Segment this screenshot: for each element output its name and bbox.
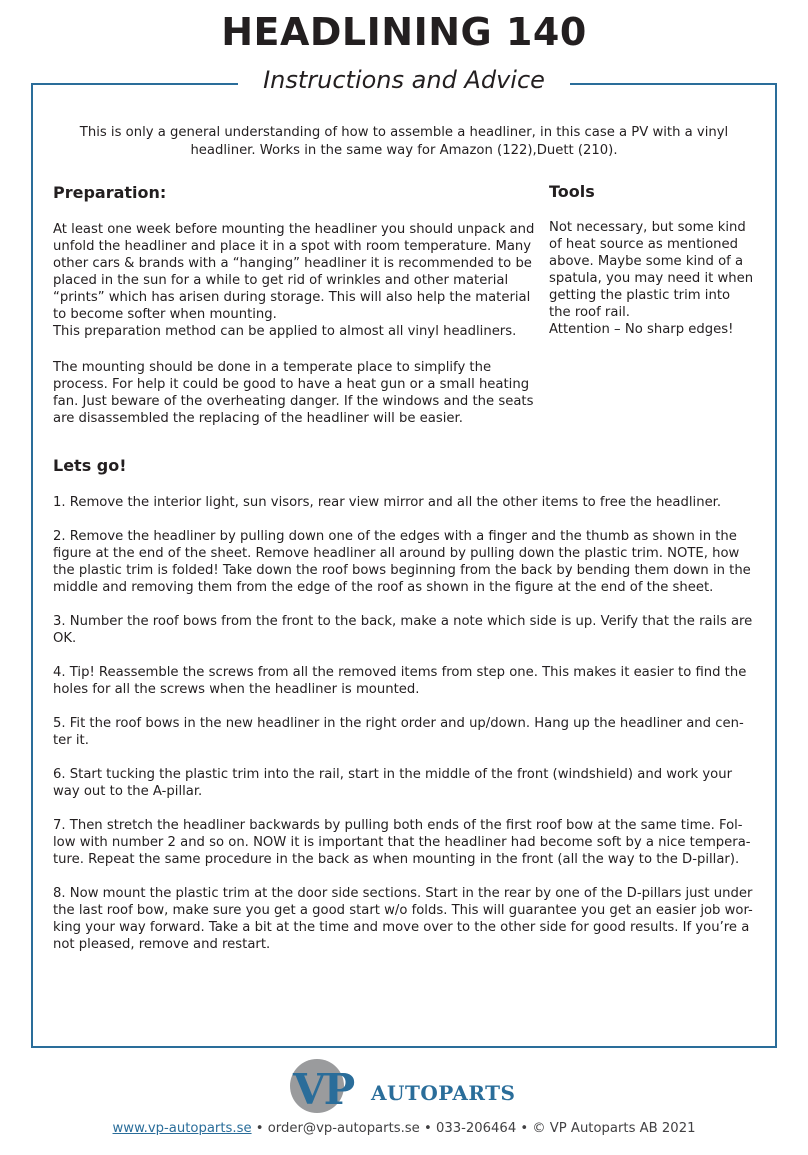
footer-contact: • order@vp-autoparts.se • 033-206464 • © VP Autoparts AB 2021 — [251, 1121, 696, 1136]
preparation-paragraph-2: This preparation method can be applied to almost all vinyl headliners. — [53, 324, 517, 339]
preparation-paragraph-1: At least one week before mounting the headliner you should unpack and unfold the headliner and place it in a spot with room temperature. Many other cars & brands with a “hanging” headliner it is recommended to be placed in the sun for a while to get rid of wrinkles and other material “prints” which has arisen during storage. This will also help the material to become softer when mounting. — [53, 222, 535, 322]
logo-letters: VP — [293, 1065, 354, 1114]
website-link[interactable]: www.vp-autoparts.se — [112, 1121, 252, 1136]
step-7: 7. Then stretch the headliner backwards by pulling both ends of the first roof bow at the same time. Fol-low with number 2 and so on. NOW it is important that the headliner had become soft by a nice tempera-ture. Repeat the same procedure in the back as when mounting in the front (all the way to the D-pillar). — [53, 818, 751, 867]
step-6: 6. Start tucking the plastic trim into the rail, start in the middle of the front (windshield) and work your way out to the A-pillar. — [53, 767, 733, 799]
step-3: 3. Number the roof bows from the front to the back, make a note which side is up. Verify that the rails are OK. — [53, 614, 753, 646]
tools-heading: Tools — [549, 182, 595, 201]
page-title: HEADLINING 140 — [221, 10, 587, 54]
page-subtitle: Instructions and Advice — [238, 62, 570, 100]
preparation-heading: Preparation: — [53, 183, 167, 202]
step-1: 1. Remove the interior light, sun visors, rear view mirror and all the other items to free the headliner. — [53, 495, 722, 510]
footer — [0, 1120, 808, 1138]
step-8: 8. Now mount the plastic trim at the door side sections. Start in the rear by one of the D-pillars just under the last roof bow, make sure you get a good start w/o folds. This will guarantee you get an easier job wor-king your way forward. Take a bit at the time and move over to the other side for good results. If you’re a not pleased, remove and restart. — [53, 886, 753, 952]
step-5: 5. Fit the roof bows in the new headliner in the right order and up/down. Hang up the headliner and cen-ter it. — [53, 716, 744, 748]
lets-go-heading: Lets go! — [53, 456, 127, 475]
intro-text: This is only a general understanding of how to assemble a headliner, in this case a PV with a vinyl headliner. Works in the same way for Amazon (122),Duett (210). — [79, 125, 729, 158]
logo-word: AUTOPARTS — [371, 1081, 516, 1105]
vp-autoparts-logo — [289, 1058, 521, 1114]
step-2: 2. Remove the headliner by pulling down one of the edges with a finger and the thumb as shown in the figure at the end of the sheet. Remove headliner all around by pulling down the plastic trim. NOTE, how the plastic trim is folded! Take down the roof bows beginning from the back by bending them down in the middle and removing them from the edge of the roof as shown in the figure at the end of the sheet. — [53, 529, 751, 595]
tools-paragraph-2: Attention – No sharp edges! — [549, 322, 734, 337]
tools-paragraph-1: Not necessary, but some kind of heat source as mentioned above. Maybe some kind of a spatula, you may need it when getting the plastic trim into the roof rail. — [549, 220, 754, 320]
steps-list — [53, 494, 757, 970]
step-4: 4. Tip! Reassemble the screws from all the removed items from step one. This makes it easier to find the holes for all the screws when the headliner is mounted. — [53, 665, 747, 697]
preparation-paragraph-3: The mounting should be done in a temperate place to simplify the process. For help it could be good to have a heat gun or a small heating fan. Just beware of the overheating danger. If the windows and the seats are disassembled the replacing of the headliner will be easier. — [53, 360, 534, 426]
